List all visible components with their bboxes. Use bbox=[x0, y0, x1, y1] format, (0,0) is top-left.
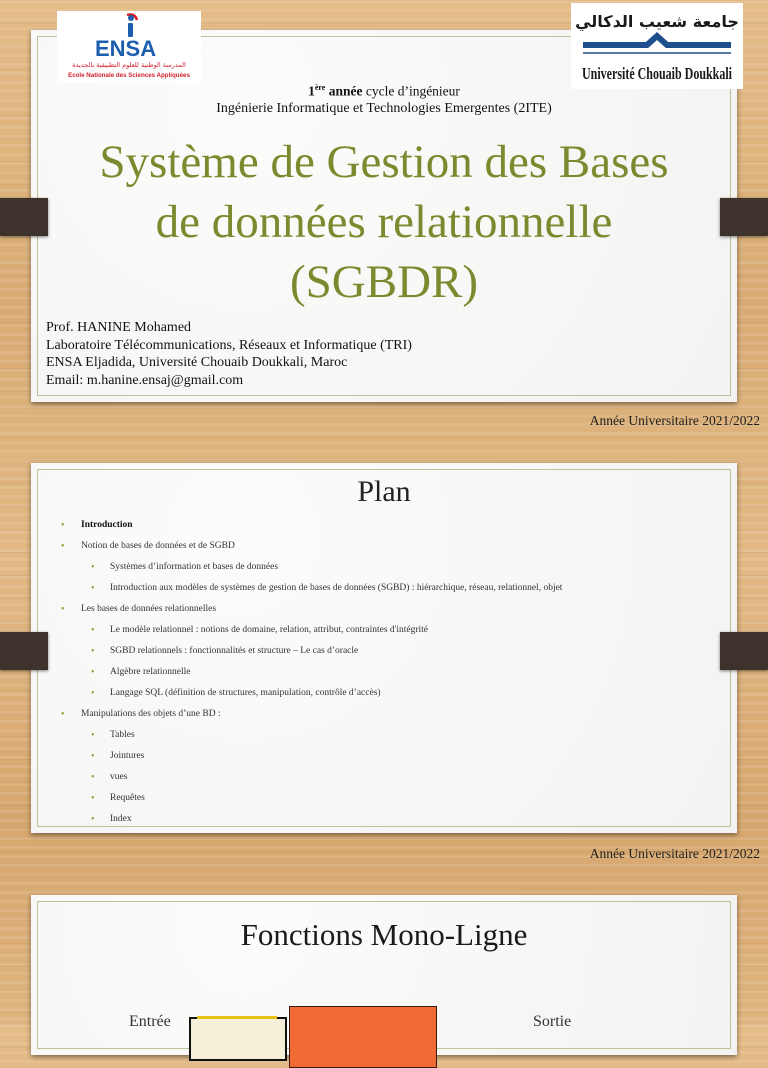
ensa-logo-graphic bbox=[57, 11, 201, 83]
main-title-line: de données relationnelle bbox=[155, 196, 613, 248]
function-box bbox=[289, 1006, 437, 1068]
year-superscript: ère bbox=[314, 83, 326, 92]
ucd-logo-arabic: جامعة شعيب الدكالي bbox=[575, 12, 739, 31]
bullet-icon: • bbox=[91, 562, 95, 573]
ensa-logo-fullname: Ecole Nationale des Sciences Appliquées bbox=[68, 72, 190, 79]
main-title-line: Système de Gestion des Bases bbox=[99, 136, 669, 188]
program-name: Ingénierie Informatique et Technologies Emergentes (2ITE) bbox=[216, 101, 552, 116]
bullet-icon: • bbox=[91, 646, 95, 657]
output-label: Sortie bbox=[533, 1013, 572, 1030]
bullet-icon: • bbox=[61, 520, 65, 531]
ucd-logo bbox=[571, 3, 743, 89]
plan-item-text: vues bbox=[110, 772, 128, 782]
plan-item-text: Les bases de données relationnelles bbox=[81, 604, 217, 614]
ensa-logo-wordmark: ENSA bbox=[95, 36, 157, 61]
cycle-text: cycle d’ingénieur bbox=[365, 83, 460, 99]
annee-word: année bbox=[328, 83, 363, 99]
plan-item-text: Systèmes d’information et bases de données bbox=[110, 562, 279, 572]
input-arrow bbox=[197, 1016, 277, 1019]
bullet-icon: • bbox=[61, 709, 65, 720]
plan-item-text: Manipulations des objets d’une BD : bbox=[81, 709, 221, 719]
bullet-icon: • bbox=[61, 541, 65, 552]
slide-tab-left bbox=[0, 198, 48, 236]
academic-year-label: Année Universitaire 2021/2022 bbox=[589, 846, 760, 861]
ucd-logo-graphic bbox=[571, 3, 743, 89]
slide-tab-left bbox=[0, 632, 48, 670]
ucd-logo-mark bbox=[583, 36, 731, 45]
bullet-icon: • bbox=[91, 814, 95, 825]
ensa-logo bbox=[57, 11, 201, 83]
bullet-icon: • bbox=[91, 667, 95, 678]
bullet-icon: • bbox=[91, 730, 95, 741]
plan-item-text: Introduction aux modèles de systèmes de gestion de bases de données (SGBD) : hiérarchique, réseau, relationnel, objet bbox=[110, 583, 563, 593]
plan-item-text: Langage SQL (définition de structures, manipulation, contrôle d’accès) bbox=[110, 688, 381, 698]
author-block bbox=[46, 319, 412, 389]
input-label: Entrée bbox=[129, 1013, 171, 1030]
main-title-line: (SGBDR) bbox=[289, 256, 479, 308]
bullet-icon: • bbox=[91, 772, 95, 783]
plan-item-text: SGBD relationnels : fonctionnalités et structure – Le cas d’oracle bbox=[110, 646, 359, 656]
plan-item-text: Tables bbox=[110, 730, 135, 740]
ensa-logo-arabic: المدرسة الوطنية للعلوم التطبيقية بالجديدة bbox=[72, 61, 186, 69]
author-lab: Laboratoire Télécommunications, Réseaux et Informatique (TRI) bbox=[46, 337, 412, 353]
slide-tab-right bbox=[720, 632, 768, 670]
year-number: 1 bbox=[308, 83, 315, 99]
author-school: ENSA Eljadida, Université Chouaib Doukkali, Maroc bbox=[46, 355, 348, 370]
plan-item-text: Jointures bbox=[110, 751, 145, 761]
bullet-icon: • bbox=[91, 793, 95, 804]
bullet-icon: • bbox=[91, 625, 95, 636]
plan-title: Plan bbox=[357, 475, 411, 508]
plan-item-text: Introduction bbox=[81, 520, 133, 530]
slide-tab-right bbox=[720, 198, 768, 236]
plan-item-text: Index bbox=[110, 814, 132, 824]
plan-slide bbox=[31, 463, 737, 833]
functions-slide bbox=[31, 895, 737, 1055]
bullet-icon: • bbox=[91, 583, 95, 594]
ensa-logo-bar bbox=[128, 23, 133, 37]
ucd-logo-name: Université Chouaib Doukkali bbox=[582, 64, 733, 83]
academic-year-label: Année Universitaire 2021/2022 bbox=[589, 413, 760, 428]
plan-item-text: Notion de bases de données et de SGBD bbox=[81, 541, 235, 551]
bullet-icon: • bbox=[91, 688, 95, 699]
author-name: Prof. HANINE Mohamed bbox=[46, 320, 192, 335]
plan-item-text: Algèbre relationnelle bbox=[110, 667, 191, 677]
plan-item-text: Le modèle relationnel : notions de domaine, relation, attribut, contraintes d'intégrité bbox=[110, 625, 429, 635]
functions-title: Fonctions Mono-Ligne bbox=[240, 917, 528, 952]
plan-item-text: Requêtes bbox=[110, 793, 145, 803]
author-email: Email: m.hanine.ensaj@gmail.com bbox=[46, 372, 244, 388]
bullet-icon: • bbox=[61, 604, 65, 615]
ensa-logo-dot bbox=[128, 15, 134, 21]
bullet-icon: • bbox=[91, 751, 95, 762]
main-title bbox=[31, 132, 737, 312]
